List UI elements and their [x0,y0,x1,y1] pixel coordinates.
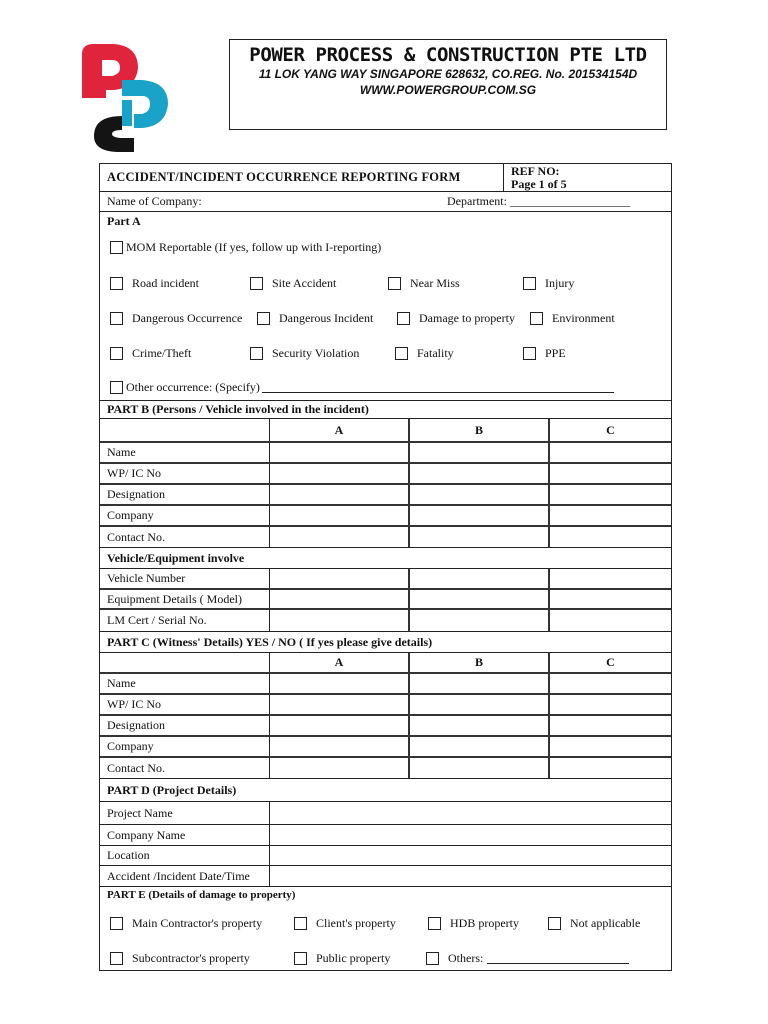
form-title: ACCIDENT/INCIDENT OCCURRENCE REPORTING FORM [107,170,461,184]
row-label: LM Cert / Serial No. [107,613,207,627]
clients-property-option[interactable] [294,916,396,931]
option-label: Road incident [132,276,199,290]
checkbox[interactable] [110,241,123,254]
checkbox[interactable] [428,917,441,930]
part-a-label: Part A [107,214,141,228]
option-label: Public property [316,951,391,965]
mom-reportable-option[interactable] [110,240,381,255]
part-d-row-location[interactable] [100,846,671,866]
near-miss-option[interactable] [388,276,460,291]
cell-c[interactable] [548,674,671,693]
column-a: A [269,653,408,672]
part-c-row-name[interactable] [100,674,671,695]
part-b-columns [100,419,671,443]
blank-cell [100,653,269,672]
option-label: PPE [545,346,566,360]
cell-b[interactable] [408,485,548,504]
option-label: Damage to property [419,311,515,325]
option-label: Dangerous Incident [279,311,374,325]
option-label: Crime/Theft [132,346,192,360]
cell-a[interactable] [269,464,408,483]
checkbox[interactable] [523,347,536,360]
option-label: Near Miss [410,276,460,290]
part-c-row-designation[interactable] [100,716,671,737]
cell-b[interactable] [408,527,548,547]
damage-to-property-option[interactable] [397,311,515,326]
logo-blue-shape [122,80,168,128]
vehicle-header [100,548,671,569]
checkbox[interactable] [426,952,439,965]
cell-c[interactable] [548,737,671,756]
part-d-row-project[interactable] [100,802,671,825]
fatality-option[interactable] [395,346,454,361]
row-label: Accident /Incident Date/Time [107,868,250,883]
cell-a[interactable] [269,716,408,735]
column-c: C [548,419,671,441]
cell-c[interactable] [548,527,671,547]
company-row[interactable] [100,192,671,212]
incident-report-form [99,163,672,971]
cell-b[interactable] [408,674,548,693]
row-label: Location [107,848,150,862]
cell-a[interactable] [269,674,408,693]
row-label: Company [107,508,154,522]
option-label: Not applicable [570,916,641,930]
cell-c[interactable] [548,443,671,462]
department-label[interactable]: Department: ____________________ [447,194,630,208]
company-address: 11 LOK YANG WAY SINGAPORE 628632, CO.REG. No. 201534154D [258,67,638,81]
part-a-section [100,212,671,401]
checkbox[interactable] [530,312,543,325]
cell-a[interactable] [269,485,408,504]
vehicle-row-equipment[interactable] [100,590,671,610]
row-label: Name [107,676,136,690]
checkbox[interactable] [250,347,263,360]
checkbox[interactable] [523,277,536,290]
cell-b[interactable] [408,464,548,483]
checkbox[interactable] [110,277,123,290]
checkbox[interactable] [294,952,307,965]
part-c-row-company[interactable] [100,737,671,758]
form-title-row [100,164,671,192]
part-c-columns [100,653,671,674]
row-label: Contact No. [107,760,165,775]
specify-line[interactable] [262,382,614,393]
cell-a[interactable] [269,610,408,631]
column-a: A [269,419,408,441]
vehicle-label: Vehicle/Equipment involve [107,550,245,565]
cell-c[interactable] [548,610,671,631]
row-label: Project Name [107,805,173,820]
subcontractor-property-option[interactable] [110,951,250,966]
company-label: Name of Company: [107,194,202,208]
part-e-label: PART E (Details of damage to property) [107,889,296,901]
option-label: Injury [545,276,575,290]
option-label: Site Accident [272,276,337,290]
checkbox[interactable] [110,312,123,325]
checkbox[interactable] [110,347,123,360]
main-contractor-property-option[interactable] [110,916,262,931]
company-header [229,39,667,130]
part-c-header [100,632,671,653]
part-c-row-contact[interactable] [100,758,671,779]
others-line[interactable] [487,953,629,964]
part-c-label: PART C (Witness' Details) YES / NO ( If yes please give details) [107,634,433,649]
injury-option[interactable] [523,276,574,291]
cell-b[interactable] [408,506,548,525]
cell-a[interactable] [269,506,408,525]
company-logo [72,40,182,155]
dangerous-incident-option[interactable] [257,311,373,326]
cell-a[interactable] [269,737,408,756]
checkbox[interactable] [388,277,401,290]
part-d-row-company[interactable] [100,825,671,846]
crime-theft-option[interactable] [110,346,191,361]
value-cell[interactable] [269,802,671,824]
ref-no-label: REF NO: [511,164,560,178]
row-label: Company Name [107,827,186,842]
row-label: Company [107,739,154,753]
checkbox[interactable] [397,312,410,325]
cell-b[interactable] [408,569,548,588]
option-label: Dangerous Occurrence [132,311,243,325]
other-occurrence-option[interactable] [110,380,614,395]
cell-c[interactable] [548,716,671,735]
part-b-header [100,401,671,419]
company-name: POWER PROCESS & CONSTRUCTION PTE LTD [249,44,647,66]
cell-b[interactable] [408,610,548,631]
not-applicable-option[interactable] [548,916,640,931]
option-label: Fatality [417,346,454,360]
part-b-row-contact[interactable] [100,527,671,548]
cell-c[interactable] [548,485,671,504]
column-c: C [548,653,671,672]
checkbox[interactable] [548,917,561,930]
checkbox[interactable] [395,347,408,360]
row-label: Equipment Details ( Model) [107,591,242,606]
vehicle-row-serial[interactable] [100,610,671,632]
option-label: Security Violation [272,346,360,360]
company-website: WWW.POWERGROUP.COM.SG [359,83,537,97]
blank-cell [100,419,269,441]
cell-b[interactable] [408,716,548,735]
cell-b[interactable] [408,758,548,778]
part-b-row-designation[interactable] [100,485,671,506]
vehicle-row-number[interactable] [100,569,671,590]
mom-reportable-label: MOM Reportable (If yes, follow up with I-reporting) [126,240,382,254]
cell-c[interactable] [548,464,671,483]
row-label: Name [107,445,136,459]
environment-option[interactable] [530,311,615,326]
value-cell[interactable] [269,846,671,865]
cell-a[interactable] [269,590,408,608]
part-b-row-name[interactable] [100,443,671,464]
road-incident-option[interactable] [110,276,199,291]
part-e-section [100,887,671,970]
hdb-property-option[interactable] [428,916,519,931]
cell-a[interactable] [269,527,408,547]
cell-a[interactable] [269,758,408,778]
option-label: Environment [552,311,615,325]
security-violation-option[interactable] [250,346,359,361]
option-label: HDB property [450,916,519,930]
option-label: Subcontractor's property [132,951,250,965]
part-d-row-datetime[interactable] [100,866,671,887]
checkbox[interactable] [250,277,263,290]
checkbox[interactable] [257,312,270,325]
ref-cell [503,164,671,191]
row-label: Designation [107,718,165,732]
value-cell[interactable] [269,825,671,845]
row-label: Designation [107,487,165,501]
row-label: Vehicle Number [107,571,186,585]
option-label: Main Contractor's property [132,916,263,930]
ppe-option[interactable] [523,346,566,361]
part-d-header [100,779,671,802]
option-label: Other occurrence: (Specify) [126,380,260,394]
cell-a[interactable] [269,569,408,588]
cell-b[interactable] [408,443,548,462]
option-label: Client's property [316,916,396,930]
part-c-row-wp[interactable] [100,695,671,716]
page-number: Page 1 of 5 [511,176,567,191]
checkbox[interactable] [110,917,123,930]
cell-b[interactable] [408,695,548,714]
public-property-option[interactable] [294,951,390,966]
checkbox[interactable] [294,917,307,930]
cell-a[interactable] [269,443,408,462]
column-b: B [408,419,548,441]
row-label: WP/ IC No [107,466,161,480]
row-label: WP/ IC No [107,697,161,711]
cell-b[interactable] [408,737,548,756]
cell-c[interactable] [548,569,671,588]
others-option[interactable] [426,951,629,966]
checkbox[interactable] [110,381,123,394]
dangerous-occurrence-option[interactable] [110,311,242,326]
site-accident-option[interactable] [250,276,336,291]
checkbox[interactable] [110,952,123,965]
part-d-label: PART D (Project Details) [107,782,237,797]
cell-c[interactable] [548,506,671,525]
option-label: Others: [448,951,484,965]
cell-b[interactable] [408,590,548,608]
part-b-row-wp[interactable] [100,464,671,485]
cell-c[interactable] [548,590,671,608]
value-cell[interactable] [269,866,671,886]
column-b: B [408,653,548,672]
part-b-row-company[interactable] [100,506,671,527]
cell-c[interactable] [548,695,671,714]
row-label: Contact No. [107,529,165,544]
part-b-label: PART B (Persons / Vehicle involved in the incident) [107,402,369,416]
cell-a[interactable] [269,695,408,714]
cell-c[interactable] [548,758,671,778]
